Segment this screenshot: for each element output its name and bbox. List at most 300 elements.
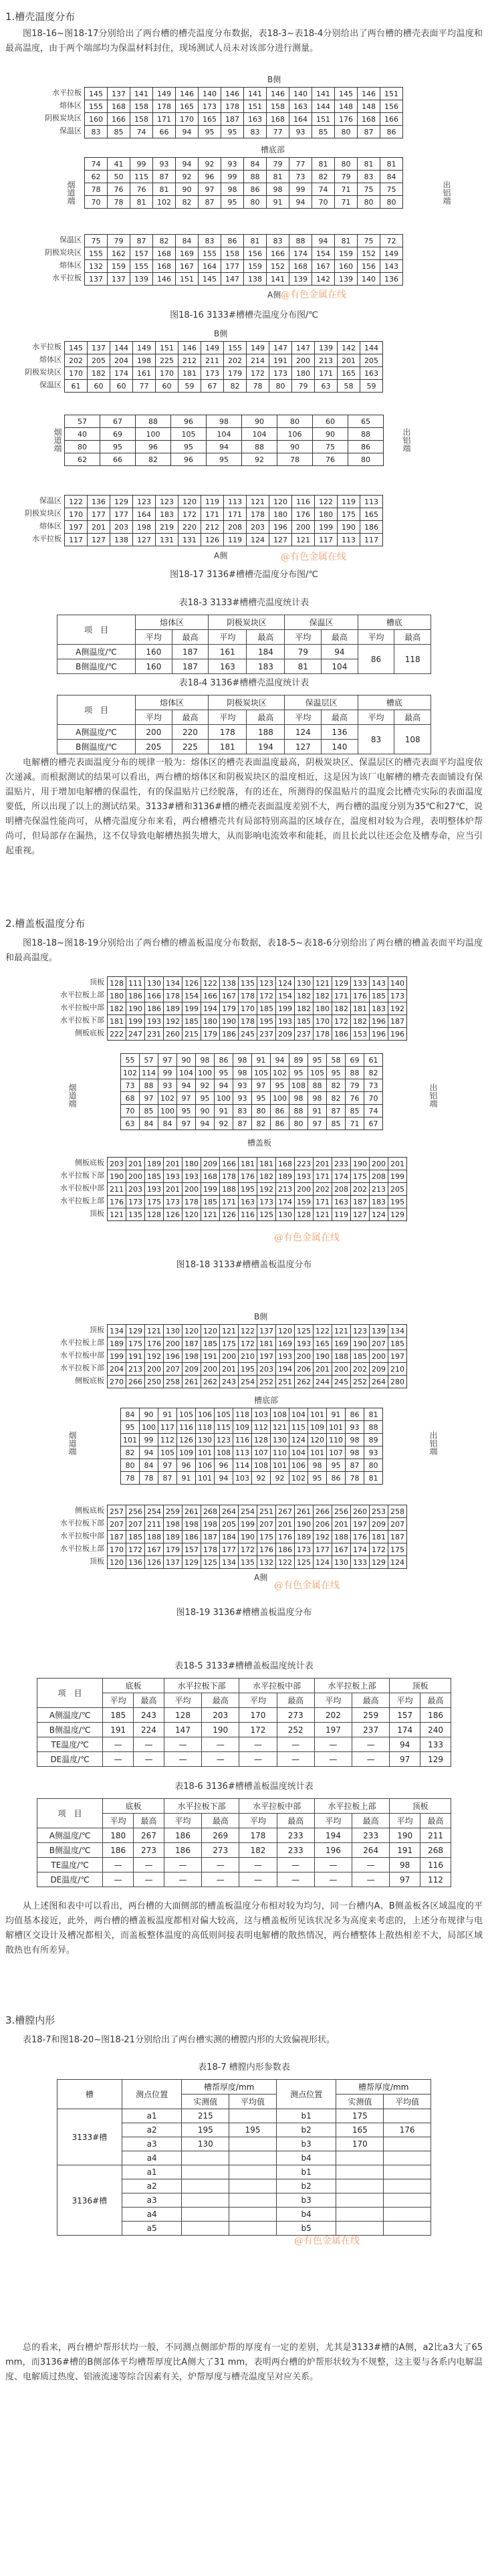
grid-cell: 176 [145,1337,164,1350]
grid-cell: 96 [136,441,171,453]
grid-cell: 117 [315,534,338,546]
grid-cell: 181 [257,1158,276,1170]
grid-cell: 213 [276,1183,295,1196]
grid-cell: 127 [133,534,156,546]
grid-cell: 92 [242,453,277,466]
table-cell: 平均 [239,1693,277,1708]
table-cell: 顶板 [390,1679,451,1693]
table-cell: 187 [172,659,209,674]
grid-cell: 173 [269,367,292,380]
row-label: 顶板 [90,1557,104,1566]
grid-cell: 140 [388,977,407,990]
watermark: @有色金属在线 [281,552,346,562]
grid-cell: 84 [140,1117,158,1130]
grid-cell: 126 [201,534,224,546]
grid-cell: 141 [267,273,289,286]
grid-cell: 141 [244,88,267,100]
row-label: 阴极炭块区 [25,368,62,377]
grid-cell: 207 [257,1518,276,1531]
grid-cell: 161 [133,367,156,380]
grid-cell: 85 [140,1105,158,1117]
table-cell: b2 [276,2123,336,2137]
table-cell: A侧温度/℃ [57,645,136,659]
grid-cell: 106 [277,428,313,441]
table-cell: b2 [276,2179,336,2193]
grid-cell: 164 [289,113,312,126]
grid-cell: 88 [308,1079,327,1092]
table-cell [384,2193,431,2208]
grid-cell: 94 [289,196,312,209]
grid-cell: 185 [201,1337,220,1350]
grid-cell: 82 [121,1446,140,1459]
grid-cell: 103 [252,1408,271,1421]
grid-cell: 151 [244,100,267,113]
grid-cell: 129 [110,496,133,508]
grid-cell: 106 [196,1459,215,1472]
grid-cell: 98 [308,1459,327,1472]
grid-cell: 139 [130,273,153,286]
grid-cell: 153 [351,1028,370,1041]
grid-cell: 98 [207,415,242,428]
grid-cell: 95 [199,126,221,138]
grid-cell: 159 [108,260,130,273]
grid-cell: 92 [252,1472,271,1485]
grid-cell: 122 [315,496,338,508]
table-cell: 116 [420,1858,451,1872]
grid-cell: 206 [295,1363,314,1376]
table-cell: 平均 [209,710,247,725]
grid-cell: 61 [364,1054,383,1067]
table-cell: 81 [285,659,322,674]
row-label: 水平拉板上部 [60,1338,104,1347]
grid-cell: 195 [239,1183,257,1196]
table-cell: B侧温度/℃ [37,1843,103,1858]
tap-end-label: 出铝端 [429,1431,438,1455]
grid-cell: 243 [220,1376,239,1388]
row-label: 侧板底板 [75,1158,104,1167]
grid-cell: 94 [312,235,335,247]
grid-cell: 124 [388,1556,407,1569]
grid-cell: 201 [220,1363,239,1376]
table-cell: 273 [277,1708,314,1723]
grid-cell: 111 [126,977,145,990]
table-cell: — [202,1737,239,1752]
grid-cell: 198 [201,1518,220,1531]
grid-cell: 205 [88,354,110,367]
grid-cell: 190 [220,1015,239,1028]
table-cell: 槽底 [358,695,431,710]
watermark: @有色金属在线 [281,290,346,300]
grid-cell: 90 [313,428,348,441]
grid-cell: 261 [182,1376,201,1388]
grid-cell: 125 [257,1208,276,1221]
grid-cell: 186 [182,1531,201,1543]
grid-cell: 199 [315,521,338,534]
grid-cell: 85 [312,126,335,138]
grid-cell: 193 [295,1170,314,1183]
grid-cell: 70 [85,196,108,209]
grid-cell: 104 [207,428,242,441]
grid-cell: 85 [108,126,130,138]
grid-cell: 75 [85,235,108,247]
grid-cell: 119 [224,534,247,546]
table-cell: 最高 [394,630,431,645]
grid-cell: 179 [224,367,247,380]
grid-cell: 177 [314,1543,332,1556]
table-cell: 130 [182,2137,229,2151]
table-cell: — [239,1872,277,1887]
grid-cell: 126 [182,977,201,990]
table-cell: 191 [103,1723,134,1737]
grid-cell: 60 [313,415,348,428]
grid-cell: 163 [332,1196,351,1208]
grid-cell: 199 [108,1350,126,1363]
table-cell: 252 [277,1723,314,1737]
grid-cell: 257 [108,1505,126,1518]
grid-cell: 74 [312,183,335,196]
table-caption: 表18-4 3136#槽槽壳温度统计表 [178,678,310,688]
grid-cell: 194 [201,1002,220,1015]
table-cell: 273 [134,1843,164,1858]
table-cell: 194 [314,1828,352,1843]
grid-cell: 60 [88,380,110,393]
grid-cell: 202 [351,1363,370,1376]
grid-cell: 201 [338,354,360,367]
grid-cell: 260 [351,1505,370,1518]
grid-cell: 81 [364,1408,383,1421]
grid-row [85,126,403,138]
row-label: 水平拉板下部 [60,1364,104,1372]
grid-cell: 86 [348,441,384,453]
grid-cell: 87 [233,1117,252,1130]
grid-cell: 87 [158,1472,177,1485]
grid-cell: 70 [312,196,335,209]
temperature-grid [120,1053,383,1130]
grid-cell: 79 [267,158,289,171]
grid-cell: 95 [289,1067,308,1079]
table-cell: 195 [229,2123,277,2137]
grid-cell: 200 [292,521,315,534]
grid-cell: 173 [257,1196,276,1208]
grid-cell: 97 [177,1092,196,1105]
table-cell: — [352,1858,390,1872]
paragraph: 总的看来，两台槽炉帮形状均一般，不同测点侧部炉帮的厚度有一定的差别，尤其是3133#槽的A侧，a2比a3大了65 mm，而3136#槽的B侧部体平均槽帮厚度比A侧大了31 mm，表明两台槽的炉帮形状较为不规整，这主要与各系内电解温度、电解质过热度、铝液流速等综合因素有关，炉帮厚度与槽壳温度呈对应关系。 [5,2343,483,2382]
grid-cell: 71 [346,1117,364,1130]
grid-row [65,380,383,393]
grid-cell: 127 [269,534,292,546]
table-cell: 183 [247,659,285,674]
grid-cell: 121 [201,1208,220,1221]
grid-cell: 174 [351,1543,370,1556]
grid-cell: 185 [182,1015,201,1028]
grid-cell: 66 [100,453,136,466]
grid-cell: 186 [145,1002,164,1015]
grid-cell: 171 [201,508,224,521]
table-cell: 161 [209,645,247,659]
row-label: 顶板 [90,1325,104,1334]
figure-caption: 图18-19 3136#槽槽盖板温度分布 [176,1608,312,1618]
table-cell: b3 [276,2137,336,2151]
grid-cell: 94 [176,126,199,138]
grid-cell: 166 [145,990,164,1002]
grid-cell: 102 [158,1092,177,1105]
grid-cell: 140 [199,88,221,100]
grid-cell: 182 [295,990,314,1002]
grid-cell: 95 [327,1459,346,1472]
grid-cell: 215 [182,1028,201,1041]
grid-cell: 105 [215,1408,233,1421]
grid-cell: 207 [126,1518,145,1531]
grid-cell: 200 [295,1350,314,1363]
table-cell: 264 [352,1843,390,1858]
grid-cell: 136 [88,496,110,508]
grid-cell: 139 [335,273,358,286]
grid-cell: 129 [182,1556,201,1569]
grid-cell: 106 [196,1408,215,1421]
grid-cell: 95 [221,196,244,209]
grid-cell: 116 [233,1434,252,1446]
grid-cell: 82 [252,1117,271,1130]
grid-cell: 121 [247,496,269,508]
grid-cell: 74 [85,158,108,171]
table-cell: — [202,1858,239,1872]
grid-row [65,441,384,453]
grid-cell: 135 [126,1208,145,1221]
grid-cell: 205 [220,1518,239,1531]
grid-cell: 209 [182,1363,201,1376]
grid-row [121,1408,383,1421]
grid-cell: 178 [164,990,182,1002]
table-cell: 79 [285,645,322,659]
table-cell: 104 [322,659,358,674]
grid-cell: 202 [314,1183,332,1196]
table-cell [182,2208,229,2222]
row-label: 水平拉板 [52,88,82,97]
table-cell: 平均 [358,630,394,645]
table-cell: 最高 [172,710,209,725]
grid-cell: 160 [85,113,108,126]
grid-cell: 87 [130,235,153,247]
grid-cell: 171 [220,1196,239,1208]
grid-cell: 138 [244,273,267,286]
grid-cell: 266 [126,1376,145,1388]
grid-cell: 185 [126,1531,145,1543]
row-label: 保温区 [59,126,82,135]
grid-cell: 178 [247,508,269,521]
table-18-6 [0,1798,488,1887]
table-cell: 205 [136,740,172,754]
grid-cell: 156 [244,247,267,260]
table-cell: 最高 [322,630,358,645]
grid-row [85,183,403,196]
grid-cell: 188 [332,1350,351,1363]
grid-cell: 147 [221,273,244,286]
grid-cell: 101 [121,1434,140,1446]
grid-cell: 137 [85,273,108,286]
grid-cell: 94 [215,1472,233,1485]
table-cell: b5 [276,2222,336,2236]
grid-cell: 98 [346,1434,364,1446]
grid-cell: 87 [346,1459,364,1472]
grid-cell: 84 [121,1408,140,1421]
grid-cell: 179 [164,1543,182,1556]
grid-row [65,342,383,354]
grid-cell: 158 [130,100,153,113]
grid-cell: 61 [65,380,88,393]
grid-row [108,1350,407,1363]
grid-cell: 204 [108,1363,126,1376]
grid-cell: 97 [158,1054,177,1067]
grid-cell: 186 [276,1543,295,1556]
grid-cell: 209 [370,1518,388,1531]
grid-cell: 137 [164,1556,182,1569]
grid-cell: 180 [108,990,126,1002]
table-cell: — [134,1858,164,1872]
grid-row [85,260,403,273]
grid-cell: 104 [289,1408,308,1421]
table-cell: 项 目 [57,695,136,725]
grid-cell: 170 [314,1015,332,1028]
grid-cell: 81 [380,158,403,171]
table-cell [229,2165,277,2179]
grid-cell: 176 [239,1170,257,1183]
row-label: 侧板底板 [75,1506,104,1515]
table-cell: 237 [352,1723,390,1737]
grid-cell: 146 [176,88,199,100]
grid-cell: 146 [153,273,176,286]
table-cell: — [277,1858,314,1872]
temperature-grid [64,415,384,466]
grid-cell: 172 [239,1543,257,1556]
table-cell: 水平拉板上部 [314,1799,389,1814]
grid-cell: 81 [364,1472,383,1485]
grid-cell: 166 [267,247,289,260]
grid-cell: 59 [178,380,201,393]
grid-cell: 200 [292,354,315,367]
grid-cell: 98 [221,183,244,196]
grid-cell: 173 [126,1196,145,1208]
grid-cell: 190 [314,1350,332,1363]
grid-cell: 81 [267,171,289,183]
tap-end-label: 出铝端 [402,428,411,452]
table-cell [229,2151,277,2165]
grid-cell: 107 [327,1446,346,1459]
grid-cell: 176 [276,1531,295,1543]
grid-cell: 179 [201,1028,220,1041]
grid-cell: 129 [126,1325,145,1337]
table-cell: — [134,1872,164,1887]
grid-cell: 213 [315,354,338,367]
temperature-grid [107,1157,407,1221]
table-cell: 176 [384,2123,431,2137]
table-18-5 [0,1678,488,1767]
grid-cell: 87 [199,196,221,209]
grid-cell: 148 [358,100,380,113]
grid-cell: 178 [221,100,244,113]
grid-cell: 258 [164,1376,182,1388]
grid-cell: 60 [156,380,178,393]
grid-cell: 102 [289,1472,308,1485]
grid-cell: 82 [176,196,199,209]
grid-cell: 85 [346,1105,364,1117]
table-cell: 203 [202,1708,239,1723]
grid-cell: 212 [178,354,201,367]
grid-cell: 205 [360,354,383,367]
grid-cell: 68 [121,1092,140,1105]
grid-cell: 280 [388,1376,407,1388]
row-label: 顶板 [90,978,104,986]
grid-cell: 183 [370,1002,388,1015]
grid-cell: 186 [332,1028,351,1041]
grid-cell: 78 [346,1472,364,1485]
table-cell: 147 [164,1723,201,1737]
grid-row [85,247,403,260]
grid-cell: 193 [164,1170,182,1183]
grid-cell: 105 [158,1446,177,1459]
grid-cell: 123 [133,496,156,508]
grid-cell: 81 [244,235,267,247]
grid-cell: 172 [370,1543,388,1556]
figure-18-19 [0,1311,488,1638]
grid-cell: 170 [65,508,88,521]
grid-cell: 180 [269,508,292,521]
grid-cell: 175 [220,1337,239,1350]
row-label: 水平拉板上部 [60,1196,104,1205]
grid-cell: 88 [242,441,277,453]
flue-end-label: 烟道端 [53,428,62,452]
table-cell: 233 [277,1843,314,1858]
grid-cell: 147 [269,342,292,354]
table-cell: — [103,1872,134,1887]
table-cell: 顶板 [390,1799,451,1814]
grid-cell: 198 [182,1518,201,1531]
table-cell: — [314,1752,352,1767]
grid-cell: 91 [177,1472,196,1485]
grid-cell: 187 [388,1015,407,1028]
table-cell: 188 [247,725,285,740]
grid-cell: 121 [314,977,332,990]
grid-cell: 124 [370,1208,388,1221]
table-cell: — [164,1737,201,1752]
grid-cell: 70 [121,1105,140,1117]
grid-cell: 200 [182,1183,201,1196]
grid-cell: 172 [239,1337,257,1350]
grid-cell: 200 [164,1337,182,1350]
table-cell: 112 [420,1872,451,1887]
grid-cell: 126 [145,1556,164,1569]
grid-cell: 244 [314,1376,332,1388]
grid-cell: 108 [215,1446,233,1459]
table-cell: 225 [172,740,209,754]
row-label: 水平拉板 [52,274,82,282]
table-cell: 水平拉板下部 [164,1799,239,1814]
grid-cell: 93 [153,158,176,171]
table-cell: 平均 [209,630,247,645]
grid-cell: 93 [233,1079,252,1092]
grid-cell: 203 [110,521,133,534]
grid-cell: 67 [201,380,224,393]
grid-cell: 185 [351,1350,370,1363]
grid-cell: 178 [153,100,176,113]
grid-cell: 192 [164,1015,182,1028]
table-cell [182,2222,229,2236]
grid-cell: 128 [252,1434,271,1446]
grid-row [65,415,384,428]
grid-cell: 254 [145,1505,164,1518]
grid-cell: 237 [257,1028,276,1041]
grid-cell: 191 [201,1350,220,1363]
grid-row [121,1105,383,1117]
